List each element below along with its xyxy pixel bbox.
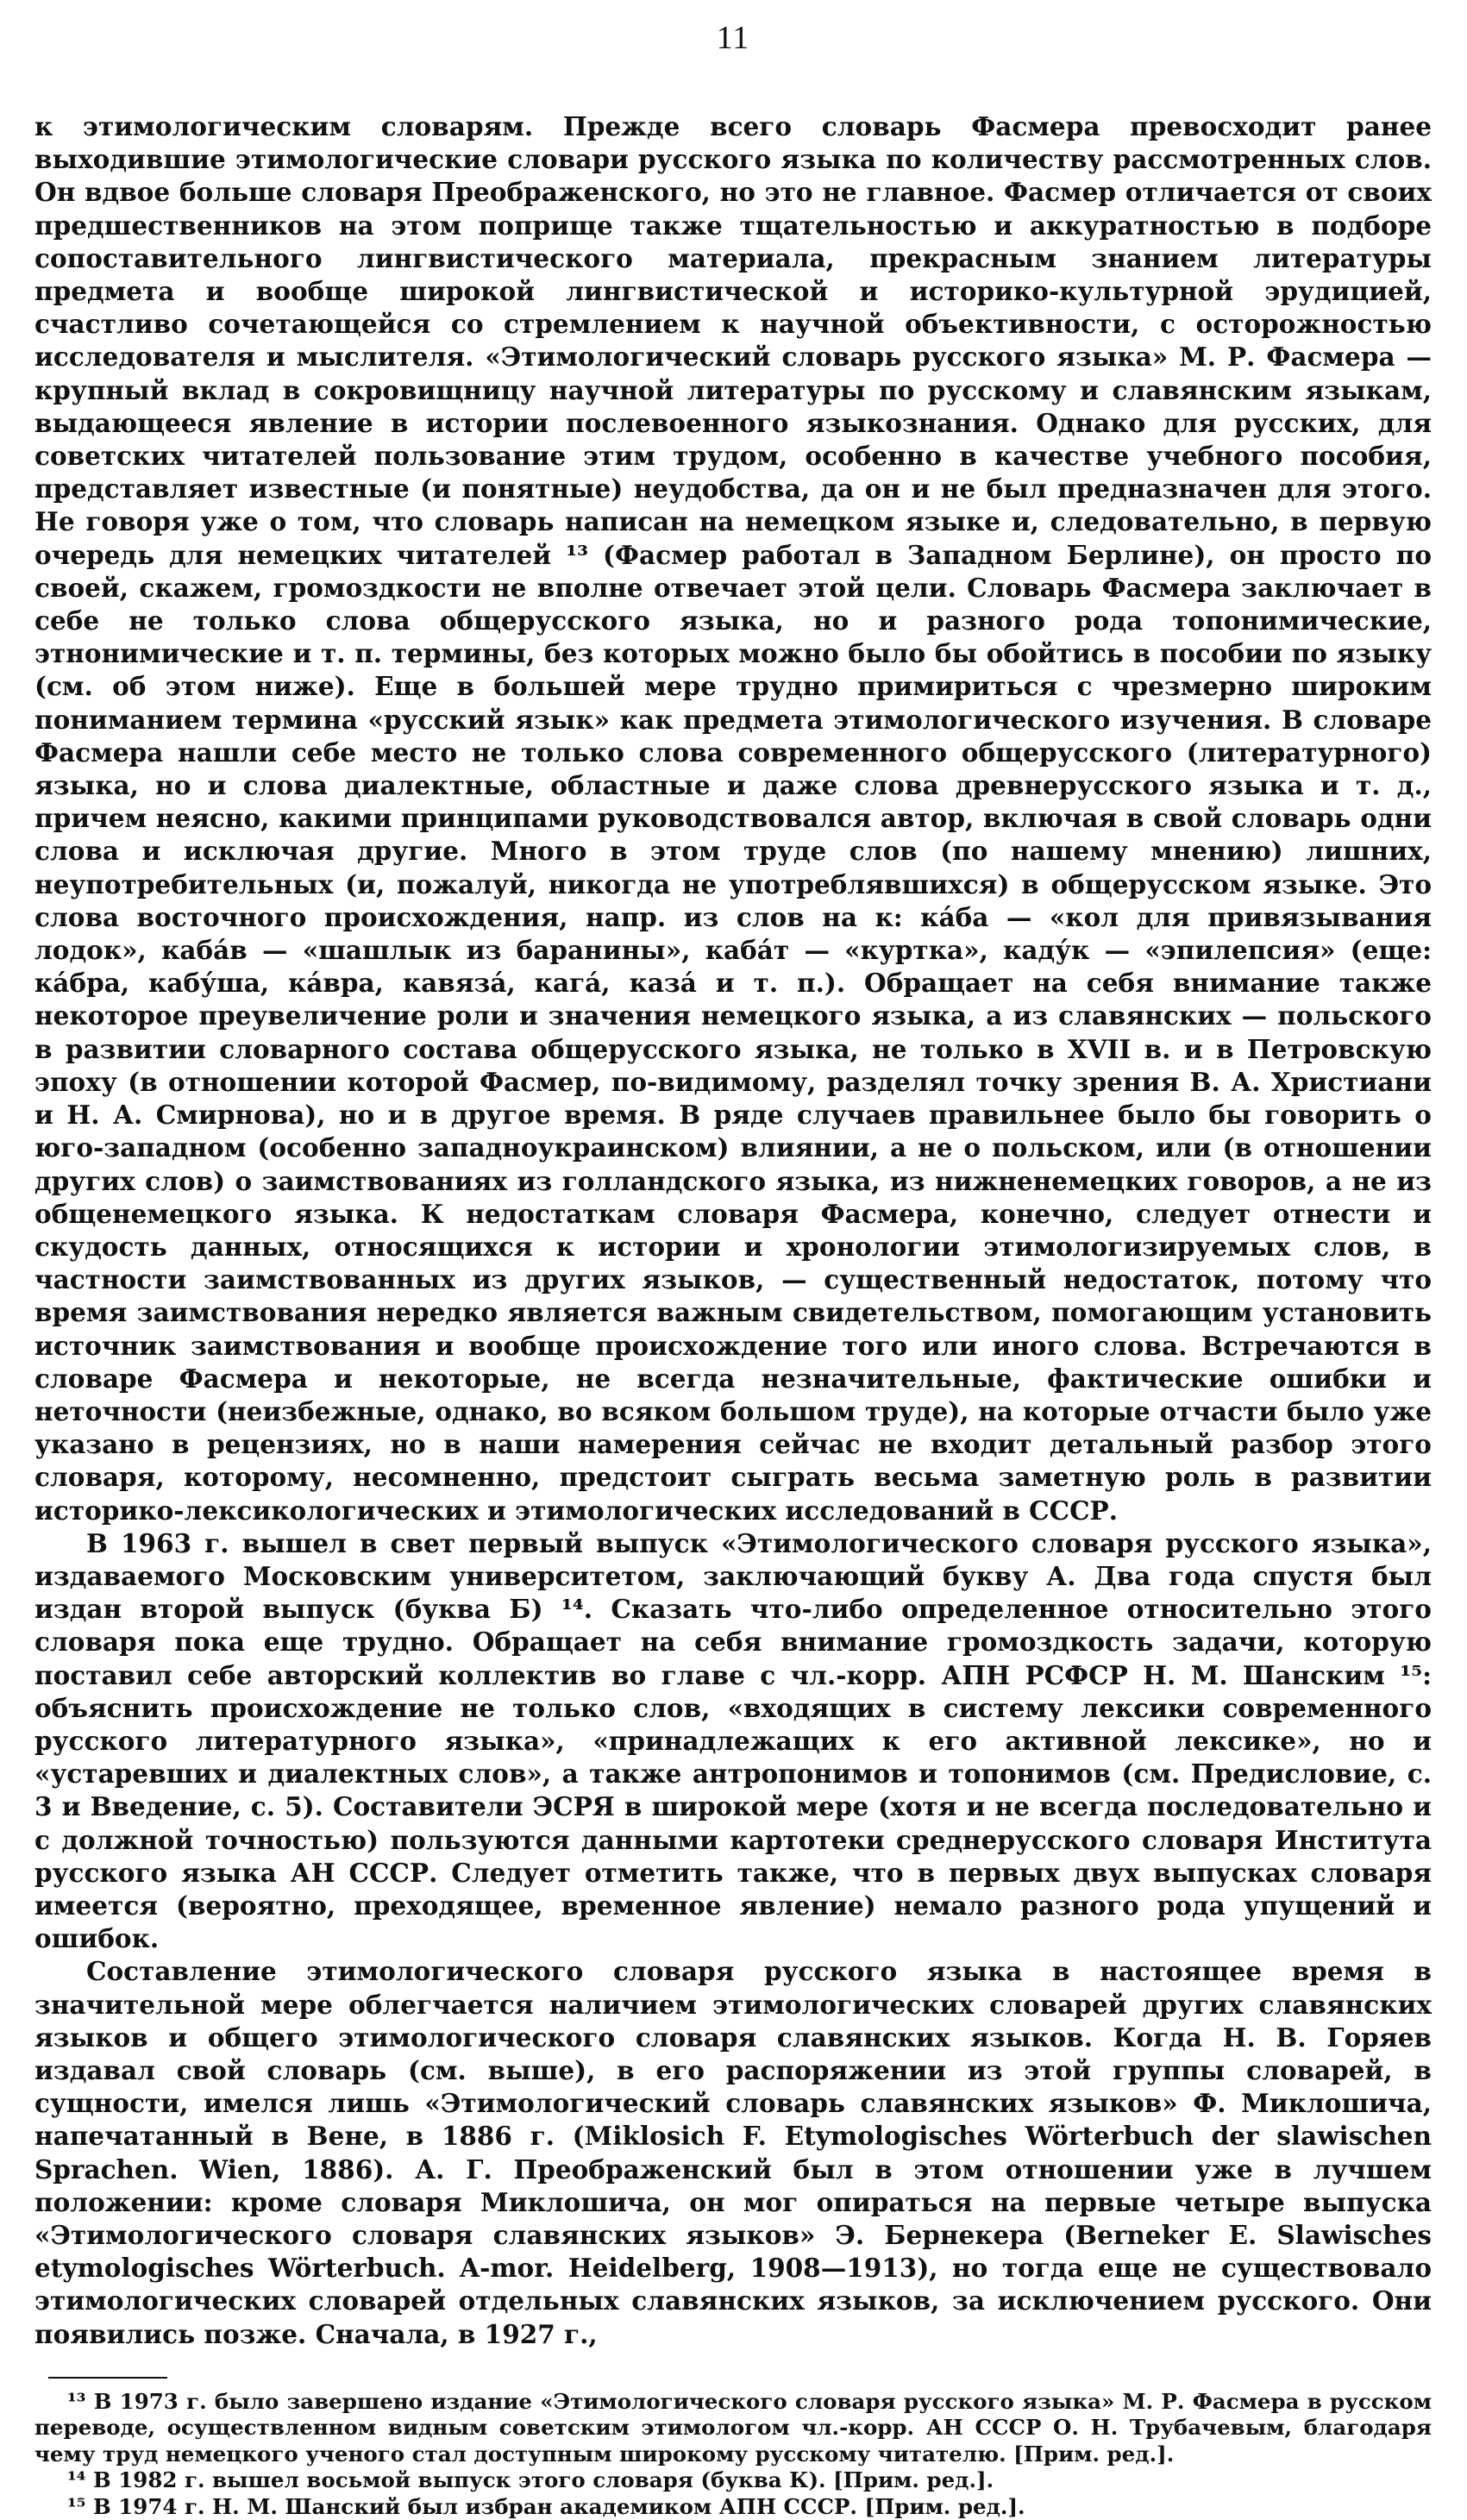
footnote-14: ¹⁴ В 1982 г. вышел восьмой выпуск этого словаря (буква К). [Прим. ред.]. (67, 2467, 994, 2493)
page-number: 11 (716, 20, 750, 56)
paragraph-1: к этимологическим словарям. Прежде всего словарь Фасмера превосходит ранее выходившие этимологические словари русского языка по количеству рассмотренных слов. Он вдвое больше словаря Преображенского, но это не главное. Фасмер отличается от своих предшественников на этом поприще также тщательностью и аккуратностью в подборе сопоставительного лингвистического материала, прекрасным знанием литературы предмета и вообще широкой лингвистической и историко-культурной эрудицией, счастливо сочетающейся со стремлением к научной объективности, с осторожностью исследователя и мыслителя. «Этимологический словарь русского языка» М. Р. Фасмера — крупный вклад в сокровищницу научной литературы по русскому и славянским языкам, выдающееся явление в истории послевоенного языкознания. Однако для русских, для советских читателей пользование этим трудом, особенно в качестве учебного пособия, представляет известные (и понятные) неудобства, да он и не был предназначен для этого. Не говоря уже о том, что словарь написан на немецком языке и, следовательно, в первую очередь для немецких читателей ¹³ (Фасмер работал в Западном Берлине), он просто по своей, скажем, громоздкости не вполне отвечает этой цели. Словарь Фасмера заключает в себе не только слова общерусского языка, но и разного рода топонимические, этнонимические и т. п. термины, без которых можно было бы обойтись в пособии по языку (см. об этом ниже). Еще в большей мере трудно примириться с чрезмерно широким пониманием термина «русский язык» как предмета этимологического изучения. В словаре Фасмера нашли себе место не только слова современного общерусского (литературного) языка, но и слова диалектные, областные и даже слова древнерусского языка и т. д., причем неясно, какими принципами руководствовался автор, включая в свой словарь одни слова и исключая другие. Много в этом труде слов (по нашему мнению) лишних, неупотребительных (и, пожалуй, никогда не употреблявшихся) в общерусском языке. Это слова восточного происхождения, напр. из слов на к: ка́ба — «кол для привязывания лодок», каба́в — «шашлык из баранины», каба́т — «куртка», каду́к — «эпилепсия» (еще: ка́бра, кабу́ша, ка́вра, кавяза́, кага́, каза́ и т. п.). Обращает на себя внимание также некоторое преувеличение роли и значения немецкого языка, а из славянских — польского в развитии словарного состава общерусского языка, не только в XVII в. и в Петровскую эпоху (в отношении которой Фасмер, по-видимому, разделял точку зрения В. А. Христиани и Н. А. Смирнова), но и в другое время. В ряде случаев правильнее было бы говорить о юго-западном (особенно западноукраинском) влиянии, а не о польском, или (в отношении других слов) о заимствованиях из голландского языка, из нижненемецких говоров, а не из общенемецкого языка. К недостаткам словаря Фасмера, конечно, следует отнести и скудость данных, относящихся к истории и хронологии этимологизируемых слов, в частности заимствованных из других языков, — существенный недостаток, потому что время заимствования нередко является важным свидетельством, помогающим установить источник заимствования и вообще происхождение того или иного слова. Встречаются в словаре Фасмера и некоторые, не всегда незначительные, фактические ошибки и неточности (неизбежные, однако, во всяком большом труде), на которые отчасти было уже указано в рецензиях, но в наши намерения сейчас не входит детальный разбор этого словаря, которому, несомненно, предстоит сыграть весьма заметную роль в развитии историко-лексикологических и этимологических исследований в СССР. (34, 111, 1432, 1526)
book-page (34, 21, 1432, 2520)
paragraph-2: В 1963 г. вышел в свет первый выпуск «Этимологического словаря русского языка», издаваемого Московским университетом, заключающий букву А. Два года спустя был издан второй выпуск (буква Б) ¹⁴. Сказать что-либо определенное относительно этого словаря пока еще трудно. Обращает на себя внимание громоздкость задачи, которую поставил себе авторский коллектив во главе с чл.-корр. АПН РСФСР Н. М. Шанским ¹⁵: объяснить происхождение не только слов, «входящих в систему лексики современного русского литературного языка», «принадлежащих к его активной лексике», но и «устаревших и диалектных слов», а также антропонимов и топонимов (см. Предисловие, с. 3 и Введение, с. 5). Составители ЭСРЯ в широкой мере (хотя и не всегда последовательно и с должной точностью) пользуются данными картотеки среднерусского словаря Института русского языка АН СССР. Следует отметить также, что в первых двух выпусках словаря имеется (вероятно, преходящее, временное явление) немало разного рода упущений и ошибок. (34, 1527, 1432, 1954)
paragraph-3: Составление этимологического словаря русского языка в настоящее время в значительной мере облегчается наличием этимологических словарей других славянских языков и общего этимологического словаря славянских языков. Когда Н. В. Горяев издавал свой словарь (см. выше), в его распоряжении из этой группы словарей, в сущности, имелся лишь «Этимологический словарь славянских языков» Ф. Миклошича, напечатанный в Вене, в 1886 г. (Miklosich F. Etymologisches Wörterbuch der slawischen Sprachen. Wien, 1886). А. Г. Преображенский был в этом отношении уже в лучшем положении: кроме словаря Миклошича, он мог опираться на первые четыре выпуска «Этимологического словаря славянских языков» Э. Бернекера (Berneker E. Slawisches etymologisches Wörterbuch. A-mor. Heidelberg, 1908—1913), но тогда еще не существовало этимологических словарей отдельных славянских языков, за исключением русского. Они появились позже. Сначала, в 1927 г., (34, 1956, 1432, 2349)
footnote-13: ¹³ В 1973 г. было завершено издание «Этимологического словаря русского языка» М. Р. Фасмера в русском переводе, осуществленном видным советским этимологом чл.-корр. АН СССР О. Н. Трубачевым, благодаря чему труд немецкого ученого стал доступным широкому русскому читателю. [Прим. ред.]. (34, 2388, 1432, 2467)
footnote-divider (48, 2377, 167, 2379)
footnotes (34, 2389, 1432, 2520)
main-text (34, 110, 1432, 2351)
footnote-15: ¹⁵ В 1974 г. Н. М. Шанский был избран академиком АПН СССР. [Прим. ред.]. (67, 2493, 1025, 2519)
